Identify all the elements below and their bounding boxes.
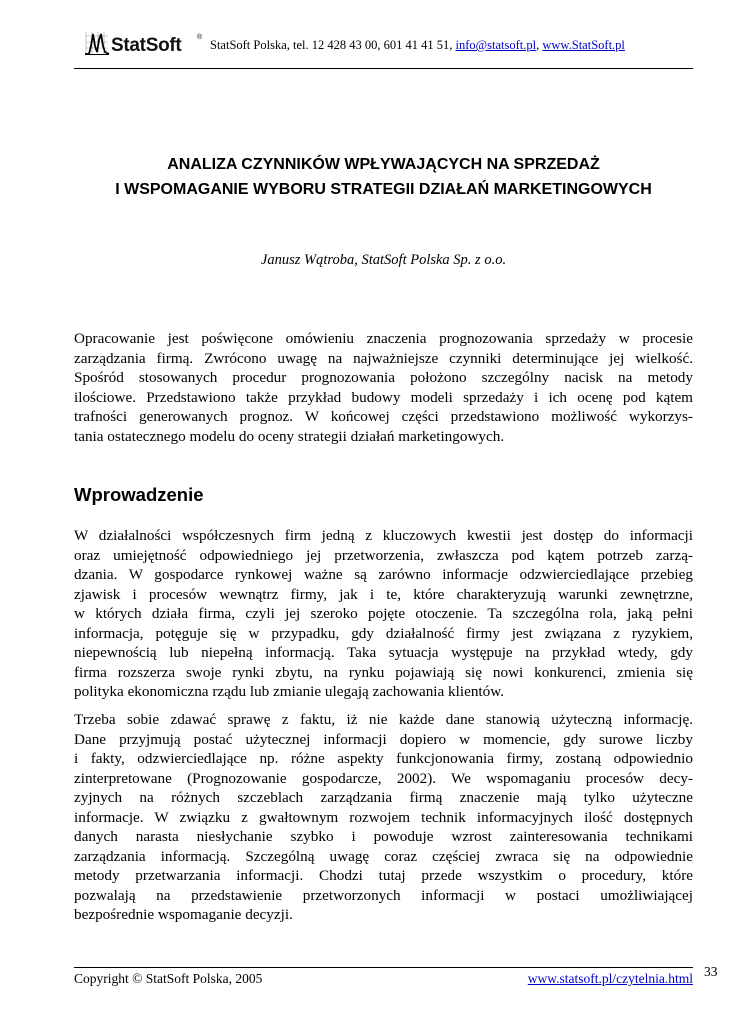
- paragraph1-line: zjawisk i procesów wewnątrz firmy, jak i te, które charakteryzują warunki zewnętrzne,: [74, 585, 693, 603]
- abstract-line: trafności generowanych prognoz. W końcowej części przedstawiono możliwość wykorzys-: [74, 408, 693, 425]
- intro-paragraph-1: [74, 526, 693, 702]
- footer-url-link[interactable]: www.statsoft.pl/czytelnia.html: [527, 971, 693, 986]
- page-number: 33: [704, 964, 718, 979]
- abstract-line: ilościowe. Przedstawiono także przykład budowy modeli sprzedaży i ich ocenę pod kątem: [74, 388, 693, 406]
- paragraph1-line: oraz umiejętność odpowiedniego jej przetworzenia, zwłaszcza pod kątem potrzeb zarzą-: [74, 546, 693, 564]
- paragraph2-line: zinterpretowane (Prognozowanie gospodarcze, 2002). We wspomaganiu procesów decy-: [74, 769, 693, 787]
- paragraph2-line: bezpośrednie wspomaganie decyzji.: [74, 906, 293, 923]
- intro-paragraph-2: [74, 710, 693, 925]
- abstract-line: Opracowanie jest poświęcone omówieniu znaczenia prognozowania sprzedaży w procesie: [74, 330, 693, 347]
- paragraph1-line: polityka ekonomiczna rządu lub zmianie ulegają zachowania klientów.: [74, 683, 505, 700]
- document-title: [74, 152, 693, 202]
- website-link[interactable]: www.StatSoft.pl: [542, 38, 625, 52]
- paragraph1-line: w których działa firma, czyli jej szeroko pojęte otoczenie. Ta szczególna rola, jaką pełni: [74, 605, 693, 622]
- paragraph1-line: firma rozszerza swoje rynki zbytu, na rynku pojawiają się nowi konkurenci, zmienia się: [74, 663, 693, 681]
- page-header: [74, 22, 693, 69]
- paragraph2-line: metody przetwarzania informacji. Chodzi tutaj przede wszystkim o procedury, które: [74, 867, 693, 884]
- paragraph1-line: dzania. W gospodarce rynkowej ważne są zarówno informacje odzwierciedlające przebieg: [74, 566, 693, 583]
- paragraph2-line: i fakty, odzwierciedlające np. różne aspekty funkcjonowania firmy, zostaną odpowiednio: [74, 750, 693, 767]
- contact-line: [210, 38, 625, 53]
- paragraph2-line: Dane przyjmują postać użytecznej informacji dopiero w momencie, gdy surowe liczby: [74, 730, 693, 748]
- paragraph1-line: W działalności współczesnych firm jedną z kluczowych kwestii jest dostęp do informacji: [74, 527, 693, 544]
- paragraph2-line: zarządzania informacją. Szczególną uwagę coraz częściej zwraca się na odpowiednie: [74, 847, 693, 865]
- logo-text: StatSoft: [111, 35, 182, 56]
- abstract-line: Spośród stosowanych procedur prognozowania położono szczególny nacisk na metody: [74, 369, 693, 386]
- paragraph2-line: danych narasta niesłychanie szybko i powoduje wzrost zainteresowania technikami: [74, 828, 693, 845]
- contact-phone: StatSoft Polska, tel. 12 428 43 00, 601 41 41 51,: [210, 38, 456, 52]
- title-line-1: ANALIZA CZYNNIKÓW WPŁYWAJĄCYCH NA SPRZEDAŻ: [167, 156, 600, 173]
- statsoft-logo-icon: [84, 28, 110, 58]
- footer-copyright: Copyright © StatSoft Polska, 2005: [74, 971, 263, 986]
- contact-separator: ,: [536, 38, 543, 52]
- abstract-paragraph: [74, 329, 693, 446]
- paragraph2-line: zyjnych na różnych szczeblach zarządzania firmą znaczenie mają tylko użyteczne: [74, 789, 693, 806]
- email-link[interactable]: info@statsoft.pl: [455, 38, 537, 52]
- paragraph2-line: Trzeba sobie zdawać sprawę z faktu, iż nie każde dane stanowią użyteczną informację.: [74, 711, 693, 728]
- section-heading: Wprowadzenie: [74, 484, 204, 505]
- paragraph1-line: niepewnością lub niepełną informacją. Taka sytuacja występuje na przykład wtedy, gdy: [74, 644, 693, 661]
- statsoft-logo: [84, 26, 206, 62]
- abstract-line: zarządzania firmą. Zwrócono uwagę na najważniejsze czynniki determinujące jej wielkość.: [74, 349, 693, 367]
- author-line: Janusz Wątroba, StatSoft Polska Sp. z o.o.: [260, 252, 507, 268]
- registered-mark: ®: [197, 34, 203, 41]
- footer-divider: [74, 967, 693, 968]
- title-line-2: I WSPOMAGANIE WYBORU STRATEGII DZIAŁAŃ MARKETINGOWYCH: [115, 181, 652, 198]
- paragraph2-line: informacje. W związku z gwałtownym rozwojem technik informacyjnych ilość dostępnych: [74, 808, 693, 826]
- paragraph1-line: informacja, potęguje się w przypadku, gdy działalność firmy jest związana z ryzykiem,: [74, 624, 693, 642]
- abstract-line: tania ostatecznego modelu do oceny strategii działań marketingowych.: [74, 427, 505, 445]
- paragraph2-line: pozwalają na przedstawienie przetworzonych informacji w postaci umożliwiającej: [74, 886, 693, 904]
